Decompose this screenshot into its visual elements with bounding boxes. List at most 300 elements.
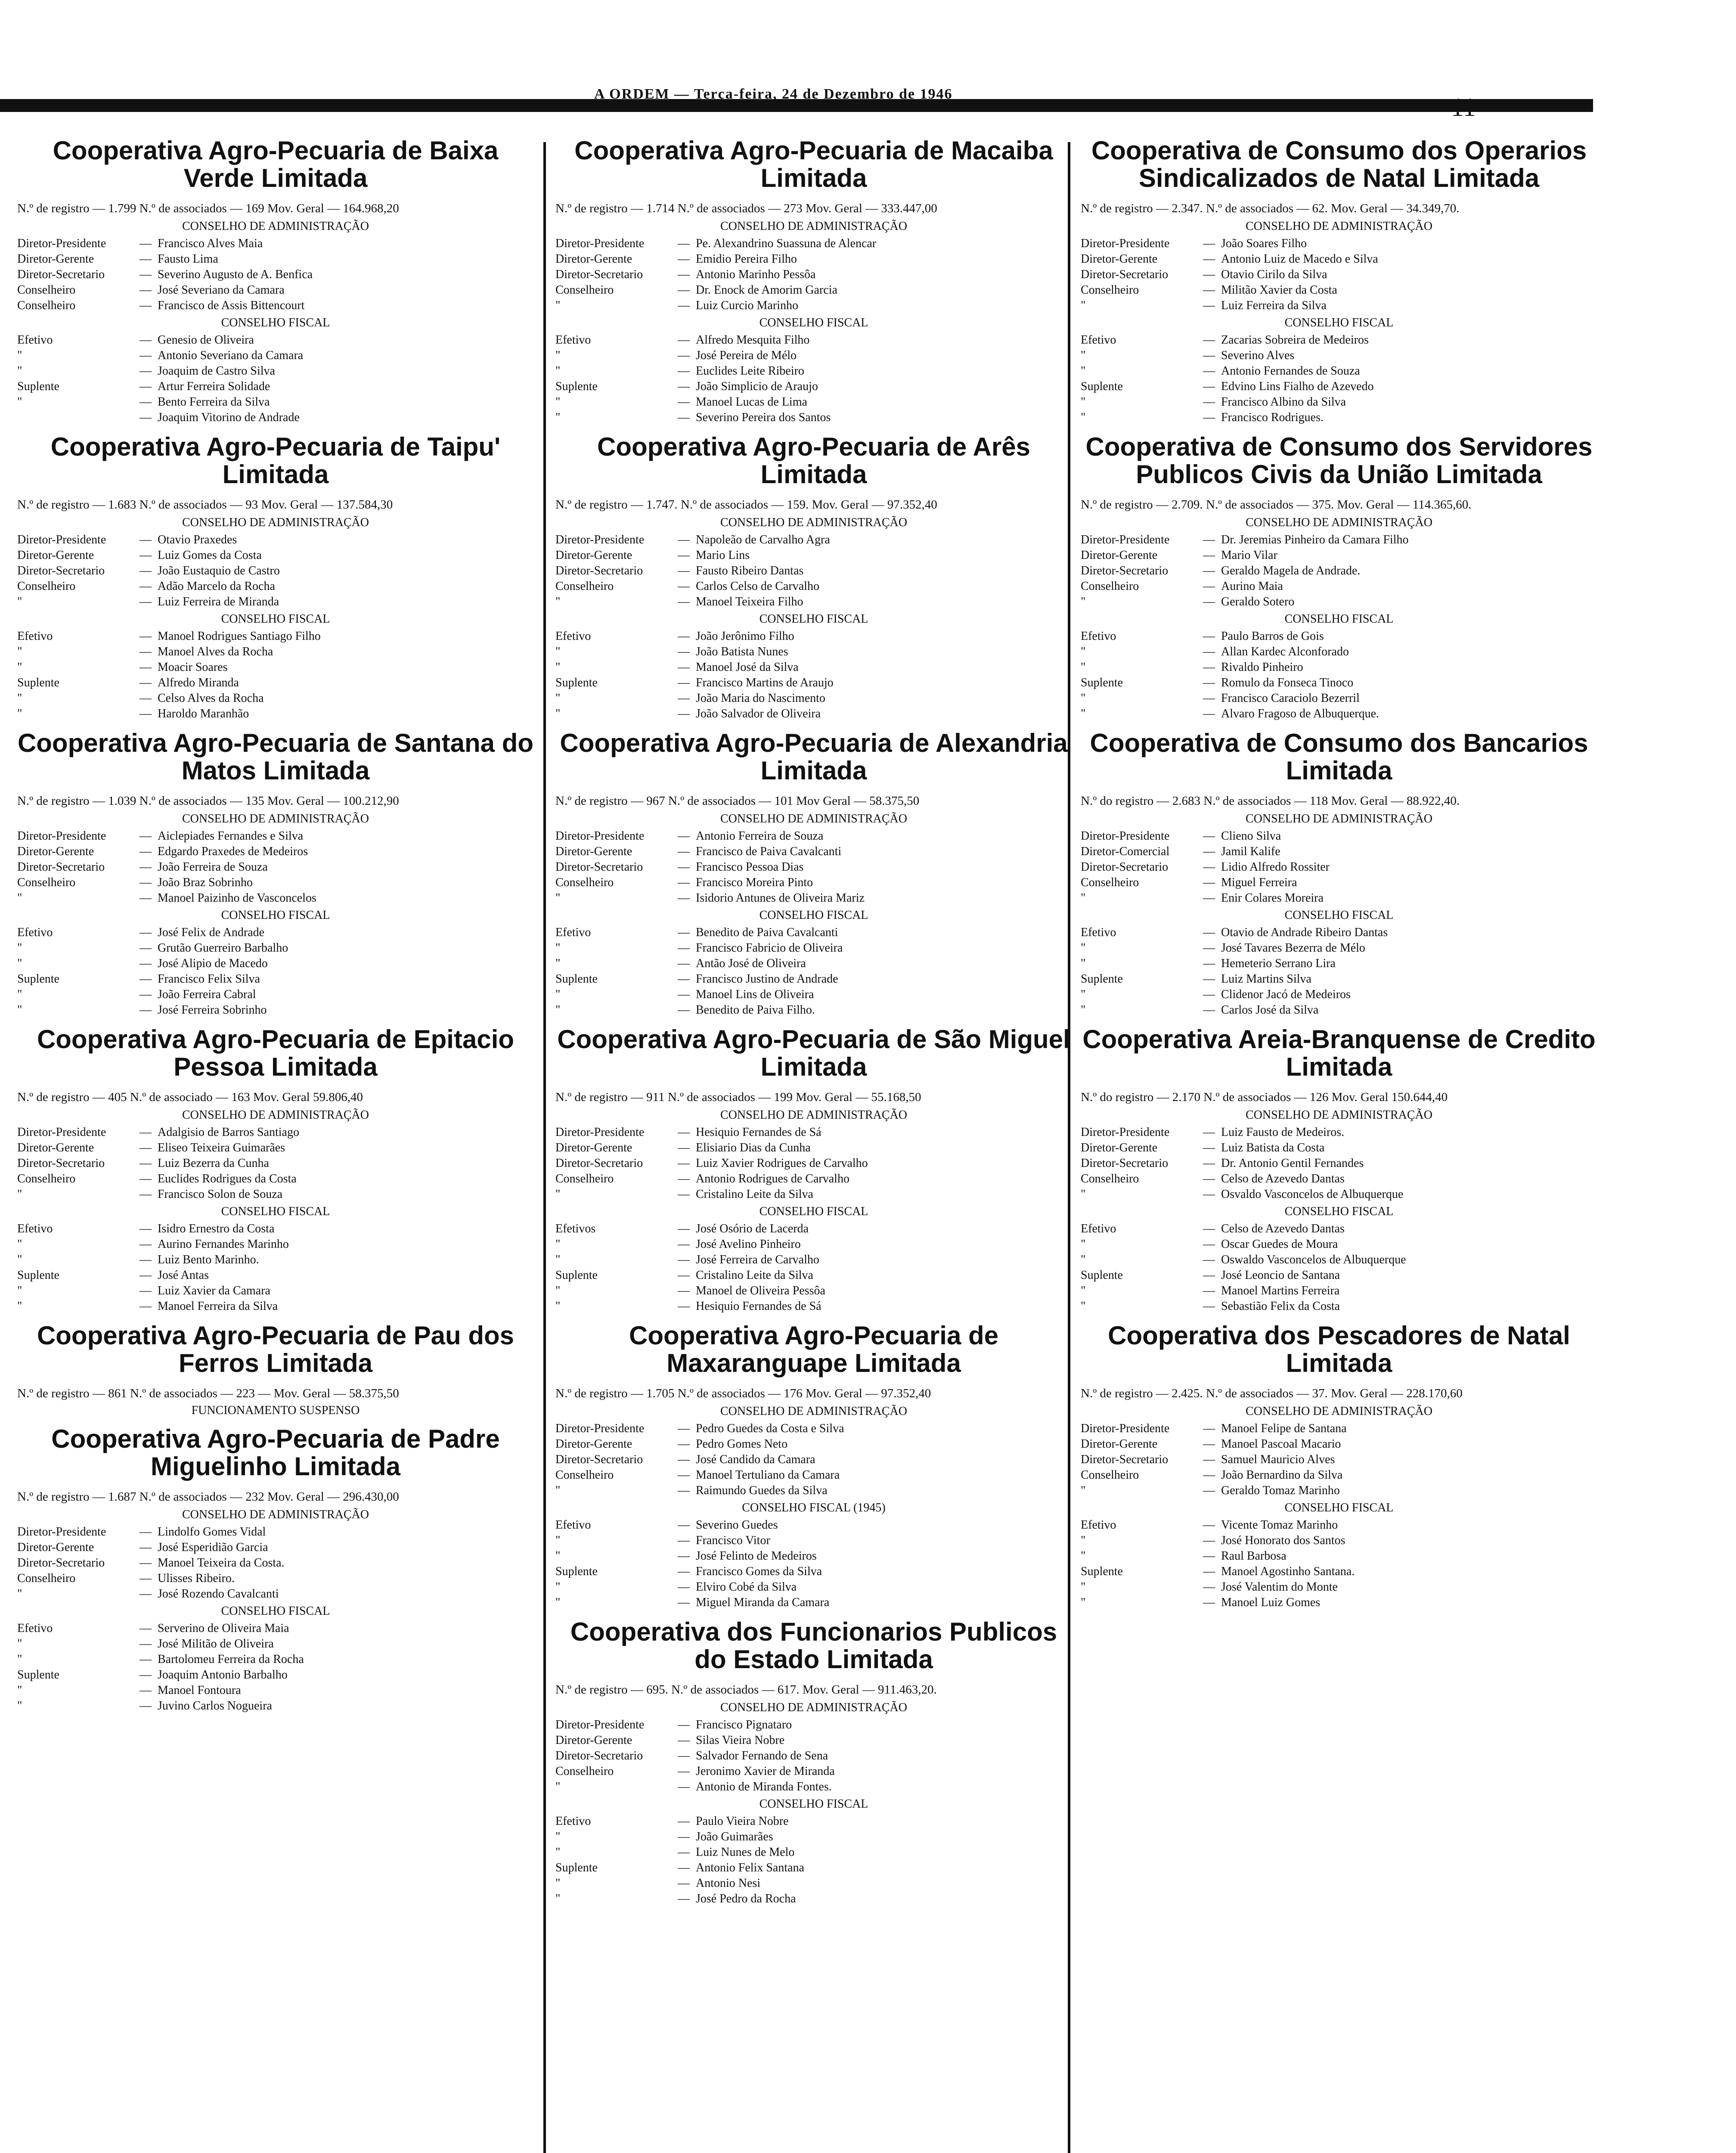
fiscal-council-header: CONSELHO FISCAL bbox=[759, 1205, 868, 1218]
member-name: João Bernardino da Silva bbox=[1221, 1468, 1343, 1482]
fiscal-member-row bbox=[1081, 660, 1597, 675]
member-name: Mario Vilar bbox=[1221, 549, 1277, 562]
member-name: José Antas bbox=[158, 1269, 209, 1282]
fiscal-member-row bbox=[555, 925, 1072, 940]
member-name: José Avelino Pinheiro bbox=[696, 1238, 801, 1251]
member-name: Luiz Ferreira da Silva bbox=[1221, 299, 1327, 312]
admin-member-row bbox=[555, 548, 1072, 563]
member-name: Antonio Fernandes de Souza bbox=[1221, 364, 1360, 378]
member-name: Lidio Alfredo Rossiter bbox=[1221, 860, 1330, 874]
fiscal-member-row bbox=[17, 629, 534, 644]
dash-separator: — bbox=[140, 972, 152, 986]
member-role: Diretor-Secretario bbox=[17, 1157, 105, 1170]
fiscal-member-row bbox=[555, 1891, 1072, 1907]
fiscal-member-row bbox=[17, 379, 534, 394]
member-role: Conselheiro bbox=[1081, 876, 1139, 889]
member-role: Conselheiro bbox=[17, 1572, 76, 1585]
dash-separator: — bbox=[1203, 1549, 1215, 1563]
dash-separator: — bbox=[678, 876, 690, 889]
fiscal-member-row bbox=[17, 1698, 534, 1714]
admin-member-row bbox=[17, 1125, 534, 1140]
member-role: Suplente bbox=[1081, 380, 1123, 393]
member-name: Manoel Teixeira Filho bbox=[696, 595, 803, 608]
member-name: Luiz Nunes de Melo bbox=[696, 1846, 795, 1859]
member-role: Diretor-Presidente bbox=[1081, 1126, 1170, 1139]
fiscal-member-row bbox=[1081, 675, 1597, 691]
fiscal-member-row bbox=[1081, 971, 1597, 987]
member-name: Manoel Paizinho de Vasconcelos bbox=[158, 891, 316, 905]
member-role: " bbox=[555, 957, 561, 970]
dash-separator: — bbox=[678, 676, 690, 689]
member-role: " bbox=[1081, 645, 1086, 658]
admin-member-row bbox=[17, 594, 534, 610]
member-role: Efetivo bbox=[17, 926, 53, 939]
member-role: " bbox=[1081, 349, 1086, 362]
fiscal-member-row bbox=[1081, 1564, 1597, 1579]
member-name: Manoel Ferreira da Silva bbox=[158, 1300, 278, 1313]
member-name: Geraldo Sotero bbox=[1221, 595, 1295, 608]
fiscal-member-row bbox=[555, 706, 1072, 722]
member-role: Diretor-Gerente bbox=[1081, 252, 1158, 266]
member-name: Otavio de Andrade Ribeiro Dantas bbox=[1221, 926, 1388, 939]
member-name: Napoleão de Carvalho Agra bbox=[696, 533, 830, 546]
member-role: " bbox=[555, 1580, 561, 1594]
fiscal-member-row bbox=[17, 394, 534, 410]
fiscal-member-row bbox=[555, 1860, 1072, 1876]
admin-member-row bbox=[17, 1571, 534, 1586]
dash-separator: — bbox=[678, 661, 690, 674]
member-role: Diretor-Presidente bbox=[555, 1718, 645, 1731]
member-role: " bbox=[17, 661, 22, 674]
member-role: Conselheiro bbox=[17, 299, 76, 312]
dash-separator: — bbox=[140, 1157, 152, 1170]
admin-member-row bbox=[1081, 1187, 1597, 1202]
member-name: Jamil Kalife bbox=[1221, 845, 1280, 858]
dash-separator: — bbox=[678, 411, 690, 424]
member-role: " bbox=[1081, 891, 1086, 905]
admin-council-header: CONSELHO DE ADMINISTRAÇÃO bbox=[720, 1108, 907, 1122]
admin-member-row bbox=[1081, 298, 1597, 313]
member-name: Celso de Azevedo Dantas bbox=[1221, 1222, 1345, 1235]
dash-separator: — bbox=[678, 252, 690, 266]
admin-member-row bbox=[17, 563, 534, 579]
member-name: Luiz Batista da Costa bbox=[1221, 1141, 1325, 1154]
dash-separator: — bbox=[678, 645, 690, 658]
fiscal-council-header: CONSELHO FISCAL bbox=[1284, 612, 1394, 626]
dash-separator: — bbox=[1203, 676, 1215, 689]
dash-separator: — bbox=[678, 1892, 690, 1905]
member-name: Clieno Silva bbox=[1221, 829, 1281, 843]
admin-member-row bbox=[555, 859, 1072, 875]
member-name: Serverino de Oliveira Maia bbox=[158, 1622, 289, 1635]
member-name: João Maria do Nascimento bbox=[696, 692, 825, 705]
dash-separator: — bbox=[1203, 860, 1215, 874]
dash-separator: — bbox=[140, 1653, 152, 1666]
member-role: " bbox=[555, 1188, 561, 1201]
member-name: Dr. Antonio Gentil Fernandes bbox=[1221, 1157, 1364, 1170]
member-role: Diretor-Secretario bbox=[555, 1453, 643, 1466]
admin-member-row bbox=[555, 251, 1072, 267]
fiscal-member-row bbox=[17, 1683, 534, 1698]
member-name: Joaquim de Castro Silva bbox=[158, 364, 275, 378]
admin-member-row bbox=[1081, 532, 1597, 548]
dash-separator: — bbox=[678, 237, 690, 250]
admin-member-row bbox=[17, 532, 534, 548]
member-role: " bbox=[1081, 364, 1086, 378]
member-name: Otavio Cirilo da Silva bbox=[1221, 268, 1327, 281]
cooperative-entry bbox=[555, 137, 1072, 425]
dash-separator: — bbox=[140, 707, 152, 720]
dash-separator: — bbox=[1203, 1188, 1215, 1201]
member-role: " bbox=[17, 957, 22, 970]
member-role: Diretor-Presidente bbox=[17, 1126, 106, 1139]
member-role: Efetivo bbox=[17, 1222, 53, 1235]
cooperative-entry bbox=[17, 1425, 534, 1714]
cooperative-entry bbox=[555, 1026, 1072, 1314]
dash-separator: — bbox=[140, 1556, 152, 1570]
dash-separator: — bbox=[140, 1238, 152, 1251]
member-role: " bbox=[555, 1877, 561, 1890]
fiscal-member-row bbox=[1081, 940, 1597, 956]
admin-member-row bbox=[1081, 563, 1597, 579]
fiscal-member-row bbox=[17, 644, 534, 660]
dash-separator: — bbox=[1203, 283, 1215, 297]
dash-separator: — bbox=[1203, 707, 1215, 720]
dash-separator: — bbox=[1203, 972, 1215, 986]
member-name: Severino Alves bbox=[1221, 349, 1295, 362]
admin-member-row bbox=[17, 1524, 534, 1540]
admin-member-row bbox=[17, 298, 534, 313]
fiscal-member-row bbox=[1081, 1517, 1597, 1533]
member-role: Conselheiro bbox=[1081, 1468, 1139, 1482]
admin-member-row bbox=[555, 563, 1072, 579]
member-role: " bbox=[1081, 411, 1086, 424]
member-role: " bbox=[1081, 395, 1086, 409]
dash-separator: — bbox=[1203, 1300, 1215, 1313]
member-name: José Leoncio de Santana bbox=[1221, 1269, 1340, 1282]
member-name: Antão José de Oliveira bbox=[696, 957, 806, 970]
member-name: Manoel Fontoura bbox=[158, 1684, 241, 1697]
member-role: " bbox=[555, 1003, 561, 1017]
member-name: Antonio Luiz de Macedo e Silva bbox=[1221, 252, 1378, 266]
member-name: Ulisses Ribeiro. bbox=[158, 1572, 235, 1585]
fiscal-council-header: CONSELHO FISCAL bbox=[1284, 316, 1394, 329]
dash-separator: — bbox=[1203, 533, 1215, 546]
member-role: Diretor-Secretario bbox=[1081, 860, 1169, 874]
cooperative-title: Cooperativa Agro-Pecuaria de Santana do Matos Limitada bbox=[17, 729, 534, 785]
fiscal-member-row bbox=[17, 1283, 534, 1299]
dash-separator: — bbox=[678, 1126, 690, 1139]
member-role: " bbox=[555, 692, 561, 705]
admin-council-header: CONSELHO DE ADMINISTRAÇÃO bbox=[182, 516, 369, 529]
admin-member-row bbox=[555, 828, 1072, 844]
admin-member-row bbox=[17, 236, 534, 251]
dash-separator: — bbox=[140, 692, 152, 705]
member-name: Hesiquio Fernandes de Sá bbox=[696, 1300, 822, 1313]
member-name: Francisco Solon de Souza bbox=[158, 1188, 283, 1201]
fiscal-member-row bbox=[1081, 363, 1597, 379]
dash-separator: — bbox=[140, 1222, 152, 1235]
member-role: Conselheiro bbox=[555, 580, 614, 593]
dash-separator: — bbox=[678, 1549, 690, 1563]
cooperative-title: Cooperativa Agro-Pecuaria de Taipu' Limitada bbox=[50, 432, 501, 489]
member-role: " bbox=[1081, 1580, 1086, 1594]
dash-separator: — bbox=[1203, 1518, 1215, 1532]
admin-council-header: CONSELHO DE ADMINISTRAÇÃO bbox=[720, 516, 907, 529]
cooperative-title: Cooperativa dos Funcionarios Publicos do Estado Limitada bbox=[570, 1617, 1057, 1674]
member-role: Suplente bbox=[555, 972, 598, 986]
dash-separator: — bbox=[1203, 957, 1215, 970]
dash-separator: — bbox=[140, 1572, 152, 1585]
fiscal-member-row bbox=[17, 1636, 534, 1652]
member-name: Aiclepiades Fernandes e Silva bbox=[158, 829, 304, 843]
member-name: Adão Marcelo da Rocha bbox=[158, 580, 275, 593]
registration-line: N.º de registro — 2.425. N.º de associados — 37. Mov. Geral — 228.170,60 bbox=[1081, 1387, 1463, 1400]
cooperative-title: Cooperativa de Consumo dos Servidores Publicos Civis da União Limitada bbox=[1085, 432, 1593, 489]
admin-member-row bbox=[555, 1187, 1072, 1202]
cooperative-title: Cooperativa Agro-Pecuaria de Padre Miguelinho Limitada bbox=[51, 1424, 500, 1481]
member-role: Diretor-Secretario bbox=[1081, 1453, 1169, 1466]
member-role: " bbox=[555, 1484, 561, 1497]
member-name: Luiz Fausto de Medeiros. bbox=[1221, 1126, 1345, 1139]
dash-separator: — bbox=[140, 564, 152, 577]
fiscal-member-row bbox=[555, 363, 1072, 379]
dash-separator: — bbox=[678, 533, 690, 546]
member-role: " bbox=[555, 661, 561, 674]
member-name: Otavio Praxedes bbox=[158, 533, 237, 546]
member-role: Diretor-Gerente bbox=[555, 549, 632, 562]
cooperative-title: Cooperativa Agro-Pecuaria de Maxaranguape Limitada bbox=[629, 1321, 999, 1377]
dash-separator: — bbox=[140, 549, 152, 562]
member-name: Edvino Lins Fialho de Azevedo bbox=[1221, 380, 1374, 393]
member-role: " bbox=[555, 299, 561, 312]
dash-separator: — bbox=[678, 1157, 690, 1170]
member-name: Francisco de Assis Bittencourt bbox=[158, 299, 305, 312]
member-name: Francisco Rodrigues. bbox=[1221, 411, 1324, 424]
member-name: Militão Xavier da Costa bbox=[1221, 283, 1337, 297]
fiscal-member-row bbox=[555, 1299, 1072, 1314]
member-name: Silas Vieira Nobre bbox=[696, 1734, 785, 1747]
member-name: Francisco de Paiva Cavalcanti bbox=[696, 845, 842, 858]
member-role: Diretor-Gerente bbox=[17, 1141, 94, 1154]
dash-separator: — bbox=[1203, 349, 1215, 362]
fiscal-council-header: CONSELHO FISCAL bbox=[221, 1205, 330, 1218]
fiscal-member-row bbox=[1081, 1237, 1597, 1252]
member-role: " bbox=[17, 1253, 22, 1266]
dash-separator: — bbox=[678, 1765, 690, 1778]
cooperative-entry bbox=[555, 433, 1072, 722]
member-name: Francisco Justino de Andrade bbox=[696, 972, 838, 986]
member-name: Allan Kardec Alconforado bbox=[1221, 645, 1349, 658]
member-name: Antonio Severiano da Camara bbox=[158, 349, 304, 362]
member-name: Manoel Agostinho Santana. bbox=[1221, 1565, 1355, 1578]
member-role: " bbox=[17, 1699, 22, 1712]
member-role: Conselheiro bbox=[1081, 283, 1139, 297]
cooperative-entry bbox=[1081, 137, 1597, 425]
admin-member-row bbox=[1081, 1171, 1597, 1187]
member-role: " bbox=[555, 1780, 561, 1793]
member-role: Conselheiro bbox=[17, 580, 76, 593]
dash-separator: — bbox=[140, 1126, 152, 1139]
admin-member-row bbox=[555, 267, 1072, 282]
member-role: " bbox=[17, 595, 22, 608]
dash-separator: — bbox=[1203, 1269, 1215, 1282]
member-name: Raul Barbosa bbox=[1221, 1549, 1286, 1563]
fiscal-member-row bbox=[1081, 956, 1597, 971]
fiscal-council-header: CONSELHO FISCAL (1945) bbox=[742, 1501, 886, 1514]
fiscal-member-row bbox=[17, 1652, 534, 1667]
member-name: Francisco Martins de Araujo bbox=[696, 676, 834, 689]
dash-separator: — bbox=[140, 1188, 152, 1201]
member-role: " bbox=[1081, 299, 1086, 312]
member-name: Samuel Mauricio Alves bbox=[1221, 1453, 1335, 1466]
member-role: Diretor-Presidente bbox=[555, 533, 645, 546]
member-role: Diretor-Gerente bbox=[555, 1734, 632, 1747]
dash-separator: — bbox=[1203, 630, 1215, 643]
member-role: Diretor-Secretario bbox=[17, 564, 105, 577]
member-name: Manoel de Oliveira Pessôa bbox=[696, 1284, 825, 1297]
column-1 bbox=[17, 129, 534, 2153]
member-role: Conselheiro bbox=[555, 1468, 614, 1482]
member-name: Francisco Vitor bbox=[696, 1534, 770, 1547]
dash-separator: — bbox=[1203, 1596, 1215, 1609]
dash-separator: — bbox=[678, 1718, 690, 1731]
member-name: João Braz Sobrinho bbox=[158, 876, 253, 889]
dash-separator: — bbox=[1203, 1437, 1215, 1451]
admin-member-row bbox=[17, 875, 534, 890]
fiscal-member-row bbox=[555, 660, 1072, 675]
member-name: João Soares Filho bbox=[1221, 237, 1307, 250]
member-name: Alfredo Miranda bbox=[158, 676, 239, 689]
dash-separator: — bbox=[678, 1468, 690, 1482]
member-name: Hesiquio Fernandes de Sá bbox=[696, 1126, 822, 1139]
fiscal-member-row bbox=[1081, 1579, 1597, 1595]
member-role: Efetivo bbox=[1081, 926, 1116, 939]
fiscal-member-row bbox=[555, 675, 1072, 691]
dash-separator: — bbox=[1203, 580, 1215, 593]
member-role: Conselheiro bbox=[555, 1172, 614, 1185]
member-role: " bbox=[17, 364, 22, 378]
member-role: " bbox=[1081, 988, 1086, 1001]
member-name: Francisco Moreira Pinto bbox=[696, 876, 813, 889]
fiscal-member-row bbox=[17, 691, 534, 706]
member-role: " bbox=[17, 395, 22, 409]
registration-line: N.º de registro — 2.347. N.º de associados — 62. Mov. Geral — 34.349,70. bbox=[1081, 202, 1460, 215]
admin-member-row bbox=[555, 1748, 1072, 1764]
admin-member-row bbox=[555, 579, 1072, 594]
member-name: Alfredo Mesquita Filho bbox=[696, 333, 810, 347]
dash-separator: — bbox=[140, 661, 152, 674]
member-role: Efetivo bbox=[1081, 1222, 1116, 1235]
fiscal-member-row bbox=[555, 1595, 1072, 1610]
dash-separator: — bbox=[1203, 645, 1215, 658]
member-name: Manoel Martins Ferreira bbox=[1221, 1284, 1340, 1297]
member-name: Zacarias Sobreira de Medeiros bbox=[1221, 333, 1369, 347]
dash-separator: — bbox=[1203, 988, 1215, 1001]
dash-separator: — bbox=[140, 411, 152, 424]
member-role: " bbox=[555, 941, 561, 955]
member-name: Manoel Lins de Oliveira bbox=[696, 988, 814, 1001]
member-name: Joaquim Vitorino de Andrade bbox=[158, 411, 300, 424]
admin-council-header: CONSELHO DE ADMINISTRAÇÃO bbox=[1245, 812, 1432, 825]
member-role: Diretor-Gerente bbox=[1081, 549, 1158, 562]
dash-separator: — bbox=[1203, 692, 1215, 705]
dash-separator: — bbox=[140, 283, 152, 297]
admin-member-row bbox=[555, 532, 1072, 548]
dash-separator: — bbox=[140, 595, 152, 608]
dash-separator: — bbox=[140, 349, 152, 362]
member-role: Conselheiro bbox=[17, 1172, 76, 1185]
member-name: José Esperidião Garcia bbox=[158, 1541, 268, 1554]
member-name: Francisco Gomes da Silva bbox=[696, 1565, 822, 1578]
member-role: Conselheiro bbox=[1081, 1172, 1139, 1185]
dash-separator: — bbox=[1203, 1003, 1215, 1017]
dash-separator: — bbox=[678, 595, 690, 608]
member-name: Euclides Rodrigues da Costa bbox=[158, 1172, 297, 1185]
admin-member-row bbox=[17, 251, 534, 267]
dash-separator: — bbox=[1203, 829, 1215, 843]
fiscal-member-row bbox=[17, 332, 534, 348]
admin-member-row bbox=[555, 1764, 1072, 1779]
fiscal-member-row bbox=[555, 971, 1072, 987]
cooperative-title: Cooperativa Areia-Branquense de Credito Limitada bbox=[1082, 1025, 1596, 1081]
member-name: Manoel Lucas de Lima bbox=[696, 395, 807, 409]
admin-council-header: CONSELHO DE ADMINISTRAÇÃO bbox=[1245, 220, 1432, 233]
cooperative-entry bbox=[1081, 1026, 1597, 1314]
fiscal-member-row bbox=[555, 410, 1072, 425]
admin-member-row bbox=[1081, 844, 1597, 859]
member-role: " bbox=[1081, 1253, 1086, 1266]
admin-council-header: CONSELHO DE ADMINISTRAÇÃO bbox=[720, 1405, 907, 1418]
dash-separator: — bbox=[140, 1284, 152, 1297]
member-role: Diretor-Gerente bbox=[555, 1437, 632, 1451]
fiscal-member-row bbox=[17, 348, 534, 363]
dash-separator: — bbox=[140, 829, 152, 843]
admin-member-row bbox=[17, 828, 534, 844]
member-role: Suplente bbox=[17, 972, 59, 986]
member-name: Luiz Martins Silva bbox=[1221, 972, 1311, 986]
dash-separator: — bbox=[678, 1453, 690, 1466]
fiscal-member-row bbox=[555, 1814, 1072, 1829]
fiscal-council-header: CONSELHO FISCAL bbox=[1284, 1205, 1394, 1218]
member-name: Haroldo Maranhão bbox=[158, 707, 249, 720]
member-name: Sebastião Felix da Costa bbox=[1221, 1300, 1340, 1313]
dash-separator: — bbox=[678, 1749, 690, 1762]
dash-separator: — bbox=[1203, 333, 1215, 347]
fiscal-member-row bbox=[1081, 1548, 1597, 1564]
fiscal-council-header: CONSELHO FISCAL bbox=[1284, 1501, 1394, 1514]
admin-member-row bbox=[1081, 251, 1597, 267]
column-3 bbox=[1081, 129, 1597, 2153]
member-name: José Ferreira de Carvalho bbox=[696, 1253, 819, 1266]
fiscal-member-row bbox=[555, 987, 1072, 1002]
member-role: " bbox=[17, 645, 22, 658]
dash-separator: — bbox=[140, 1668, 152, 1681]
column-2 bbox=[555, 129, 1072, 2153]
admin-member-row bbox=[555, 875, 1072, 890]
member-role: Diretor-Secretario bbox=[17, 1556, 105, 1570]
admin-council-header: CONSELHO DE ADMINISTRAÇÃO bbox=[1245, 1405, 1432, 1418]
admin-member-row bbox=[17, 859, 534, 875]
registration-line: N.º de registro — 1.747. N.º de associados — 159. Mov. Geral — 97.352,40 bbox=[555, 498, 937, 512]
member-name: Benedito de Paiva Filho. bbox=[696, 1003, 815, 1017]
registration-line: N.º de registro — 1.039 N.º de associados — 135 Mov. Geral — 100.212,90 bbox=[17, 794, 399, 808]
admin-member-row bbox=[1081, 859, 1597, 875]
member-role: " bbox=[555, 707, 561, 720]
admin-member-row bbox=[17, 844, 534, 859]
member-role: " bbox=[555, 411, 561, 424]
registration-line: N.º de registro — 1.683 N.º de associados — 93 Mov. Geral — 137.584,30 bbox=[17, 498, 393, 512]
